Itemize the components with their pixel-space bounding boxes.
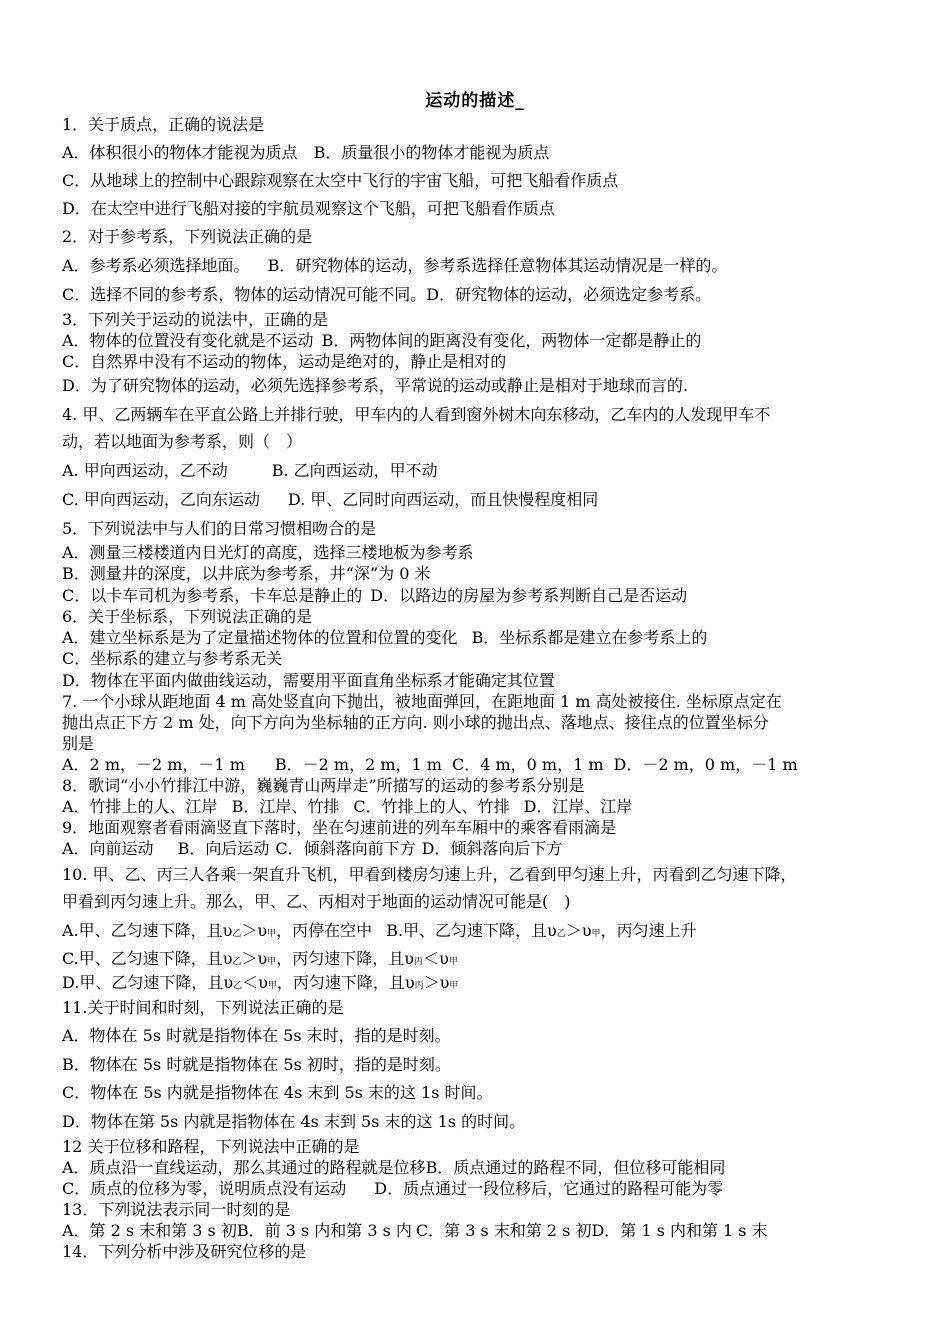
- q5-option-d: D．以路边的房屋为参考系判断自己是否运动: [370, 586, 688, 605]
- q11-option-c: C．物体在 5s 内就是指物体在 4s 末到 5s 末的这 1s 时间。: [62, 1083, 493, 1102]
- q7-stem-line1: 7. 一个小球从距地面 4 m 高处竖直向下抛出，被地面弹回，在距地面 1 m 高处被接住. 坐标原点定在: [62, 692, 782, 711]
- q13-option-c: C．第 3 s 末和第 2 s 初: [415, 1221, 592, 1240]
- q5-option-a: A．测量三楼楼道内日光灯的高度，选择三楼地板为参考系: [62, 543, 474, 562]
- q2-options-ab: [62, 256, 727, 276]
- q2-option-a: A．参考系必须选择地面。: [62, 256, 250, 275]
- q2-option-b: B．研究物体的运动，参考系选择任意物体其运动情况是一样的。: [267, 256, 728, 275]
- q9-option-d: D．倾斜落向后下方: [421, 839, 563, 858]
- q7-option-b: B．－2 m，2 m，1 m: [274, 755, 442, 774]
- q7-options: [62, 755, 798, 775]
- q8-option-d: D．江岸、江岸: [523, 797, 633, 816]
- q12-options-ab: [62, 1158, 725, 1178]
- q6-option-d: D．物体在平面内做曲线运动，需要用平面直角坐标系才能确定其位置: [62, 671, 555, 690]
- q10-option-b: B.甲、乙匀速下降，且υ乙＞υ甲，丙匀速上升: [386, 921, 697, 940]
- q1-stem: 1．关于质点，正确的说法是: [62, 115, 265, 134]
- q2-option-d: D．研究物体的运动，必须选定参考系。: [426, 285, 712, 304]
- q4-stem-line1: 4. 甲、乙两辆车在平直公路上并排行驶，甲车内的人看到窗外树木向东移动，乙车内的人发现甲车不: [62, 405, 771, 424]
- q8-option-a: A．竹排上的人、江岸: [62, 797, 218, 816]
- q7-option-c: C．4 m，0 m，1 m: [451, 755, 604, 774]
- q2-option-c: C．选择不同的参考系，物体的运动情况可能不同。: [62, 285, 427, 304]
- q1-option-d: D．在太空中进行飞船对接的宇航员观察这个飞船，可把飞船看作质点: [62, 199, 555, 218]
- q6-option-b: B．坐标系都是建立在参考系上的: [471, 628, 708, 647]
- q1-option-c: C．从地球上的控制中心跟踪观察在太空中飞行的宇宙飞船，可把飞船看作质点: [62, 171, 619, 190]
- q3-stem: 3．下列关于运动的说法中，正确的是: [62, 310, 329, 329]
- document-title: 运动的描述_: [425, 91, 525, 111]
- q11-stem: 11.关于时间和时刻，下列说法正确的是: [62, 998, 344, 1017]
- q13-stem: 13．下列说法表示同一时刻的是: [62, 1200, 291, 1219]
- q12-options-cd: [62, 1179, 723, 1199]
- q13-options: [62, 1221, 768, 1241]
- q4-stem-line2: 动，若以地面为参考系，则（ ）: [62, 432, 303, 451]
- q3-option-d: D．为了研究物体的运动，必须先选择参考系，平常说的运动或静止是相对于地球而言的.: [62, 376, 688, 395]
- q6-options-ab: [62, 628, 707, 648]
- q9-option-c: C．倾斜落向前下方: [275, 839, 416, 858]
- q4-option-c: C. 甲向西运动，乙向东运动: [62, 490, 260, 509]
- q8-stem: 8．歌词“小小竹排江中游，巍巍青山两岸走”所描写的运动的参考系分别是: [62, 776, 585, 795]
- q11-option-a: A．物体在 5s 时就是指物体在 5s 末时，指的是时刻。: [62, 1026, 451, 1045]
- q8-options: [62, 797, 632, 817]
- q7-option-d: D．－2 m，0 m，－1 m: [613, 755, 798, 774]
- q6-option-a: A．建立坐标系是为了定量描述物体的位置和位置的变化: [62, 628, 458, 647]
- q7-option-a: A．2 m，－2 m，－1 m: [62, 755, 245, 774]
- q5-option-c: C．以卡车司机为参考系，卡车总是静止的: [62, 586, 363, 605]
- q12-stem: 12 关于位移和路程，下列说法中正确的是: [62, 1137, 360, 1156]
- q3-option-c: C．自然界中没有不运动的物体，运动是绝对的，静止是相对的: [62, 352, 507, 371]
- q4-option-b: B. 乙向西运动，甲不动: [271, 461, 438, 480]
- q10-options-ab: [62, 921, 697, 944]
- q10-stem-line1: 10. 甲、乙、丙三人各乘一架直升飞机，甲看到楼房匀速上升，乙看到甲匀速上升，丙看到乙匀速下降，: [62, 865, 797, 884]
- q7-stem-line3: 别是: [62, 734, 95, 753]
- q5-stem: 5．下列说法中与人们的日常习惯相吻合的是: [62, 519, 377, 538]
- q6-stem: 6．关于坐标系，下列说法正确的是: [62, 607, 313, 626]
- q10-option-a: A.甲、乙匀速下降，且υ乙＞υ甲，丙停在空中: [62, 921, 373, 940]
- q12-option-c: C．质点的位移为零，说明质点没有运动: [62, 1179, 347, 1198]
- q8-option-b: B．江岸、竹排: [231, 797, 340, 816]
- q9-option-b: B．向后运动: [177, 839, 270, 858]
- q3-option-b: B．两物体间的距离没有变化，两物体一定都是静止的: [321, 331, 702, 350]
- q8-option-c: C．竹排上的人、竹排: [353, 797, 510, 816]
- q12-option-d: D．质点通过一段位移后，它通过的路程可能为零: [374, 1179, 724, 1198]
- q6-option-c: C．坐标系的建立与参考系无关: [62, 649, 283, 668]
- q9-option-a: A．向前运动: [62, 839, 154, 858]
- q12-option-a: A．质点沿一直线运动，那么其通过的路程就是位移: [62, 1158, 426, 1177]
- q7-stem-line2: 抛出点正下方 2 m 处，向下方向为坐标轴的正方向. 则小球的抛出点、落地点、接住点的位置坐标分: [62, 713, 769, 732]
- q10-option-c: C.甲、乙匀速下降，且υ乙＞υ甲，丙匀速下降，且υ丙＜υ甲: [62, 949, 458, 968]
- q11-option-d: D．物体在第 5s 内就是指物体在 4s 末到 5s 末的这 1s 的时间。: [62, 1112, 526, 1131]
- q9-stem: 9．地面观察者看雨滴竖直下落时，坐在匀速前进的列车车厢中的乘客看雨滴是: [62, 818, 617, 837]
- q3-option-a: A．物体的位置没有变化就是不运动: [62, 331, 314, 350]
- q5-options-cd: [62, 586, 687, 606]
- q9-options: [62, 839, 562, 859]
- q13-option-b: B．前 3 s 内和第 3 s 内: [236, 1221, 412, 1240]
- q14-stem: 14．下列分析中涉及研究位移的是: [62, 1242, 307, 1261]
- q4-option-d: D. 甲、乙同时向西运动，而且快慢程度相同: [287, 490, 599, 509]
- q1-option-b: B．质量很小的物体才能视为质点: [313, 143, 550, 162]
- q1-options-ab: [62, 143, 549, 163]
- q4-options-cd: [62, 490, 598, 510]
- q4-options-ab: [62, 461, 438, 481]
- q11-option-b: B．物体在 5s 时就是指物体在 5s 初时，指的是时刻。: [62, 1055, 451, 1074]
- q10-stem-line2: 甲看到丙匀速上升。那么，甲、乙、丙相对于地面的运动情况可能是( ): [62, 892, 571, 911]
- q10-option-d: D.甲、乙匀速下降，且υ乙＜υ甲，丙匀速下降，且υ丙＞υ甲: [62, 973, 459, 992]
- q12-option-b: B．质点通过的路程不同，但位移可能相同: [425, 1158, 726, 1177]
- q5-option-b: B．测量井的深度，以井底为参考系，井“深”为 0 米: [62, 564, 431, 583]
- q1-option-a: A．体积很小的物体才能视为质点: [62, 143, 298, 162]
- q2-options-cd: [62, 285, 711, 305]
- q13-option-d: D．第 1 s 内和第 1 s 末: [591, 1221, 768, 1240]
- q13-option-a: A．第 2 s 末和第 3 s 初: [62, 1221, 237, 1240]
- q3-options-ab: [62, 331, 701, 351]
- q4-option-a: A. 甲向西运动，乙不动: [62, 461, 228, 480]
- q2-stem: 2．对于参考系，下列说法正确的是: [62, 227, 313, 246]
